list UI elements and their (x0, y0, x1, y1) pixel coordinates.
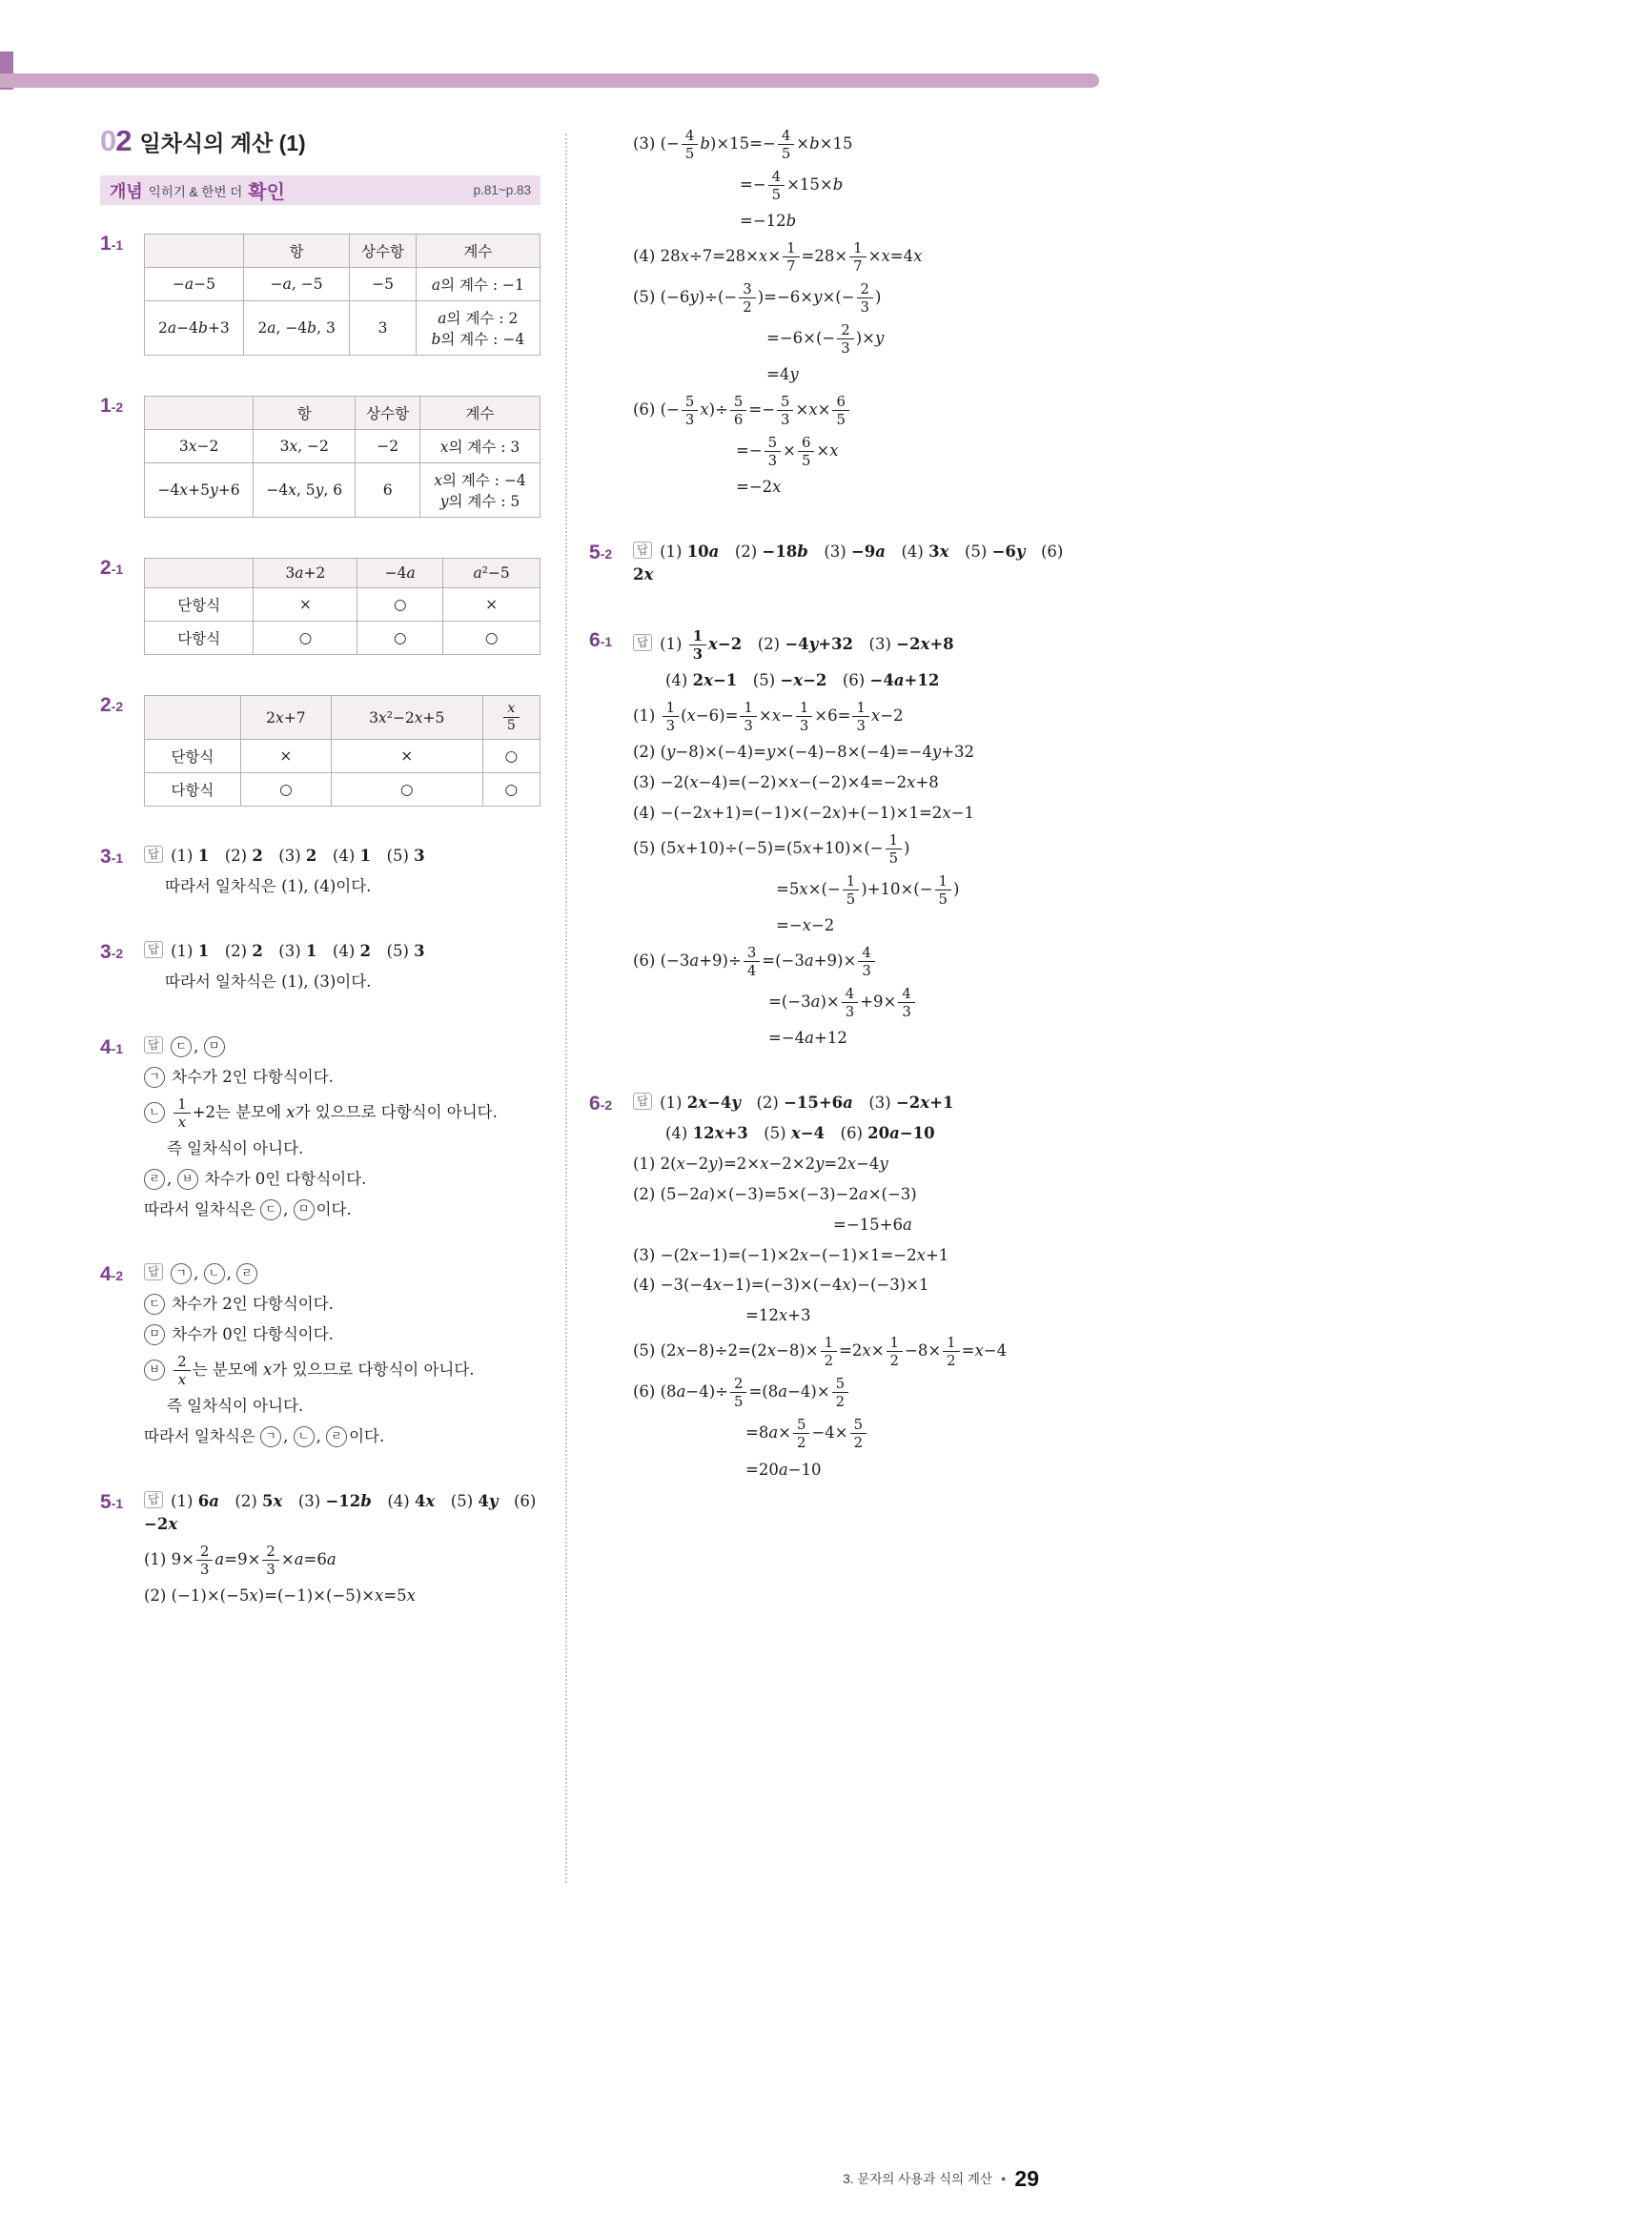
table-cell: 3 (350, 301, 416, 356)
table-cell: 2a−4b+3 (145, 301, 244, 356)
problem-body (144, 556, 540, 659)
solution-line: (5) (−6y)÷(− $\frac{3}{2}$ )=−6×y×(− $\frac{2}{3}$ ) (633, 280, 882, 317)
solution-line: ㄷ 차수가 2인 다항식이다. (144, 1293, 540, 1316)
solution-line: (4) 12x+3 (5) x−4 (6) 20a−10 (665, 1123, 935, 1142)
table-cell: × (443, 588, 540, 622)
table-header-row (145, 696, 540, 740)
table-row (145, 773, 540, 807)
table-cell: −a, −5 (243, 268, 350, 301)
solution-line: =−x−2 (776, 915, 835, 934)
problem-body (633, 1092, 1084, 1488)
table-cell: a의 계수 : 2 b의 계수 : −4 (416, 301, 540, 356)
problem-body (144, 1490, 540, 1615)
answer-values: ㄷ , ㅁ (171, 1037, 227, 1055)
table-row (145, 268, 540, 301)
table-row (145, 740, 540, 773)
answer-badge: 답 (144, 1263, 163, 1280)
solution-line: =(−3a)× $\frac{4}{3}$ +9× $\frac{4}{3}$ (633, 986, 1084, 1019)
problem-block (589, 541, 1084, 594)
table-cell: −2 (356, 430, 420, 463)
solution-line: =12x+3 (745, 1306, 811, 1325)
answer-line (144, 1490, 540, 1536)
solution-line: 따라서 일차식은 ㄱ , ㄴ , ㄹ 이다. (144, 1427, 385, 1446)
problem-body (144, 845, 540, 906)
problem-number: 4-2 (100, 1263, 124, 1286)
solution-line: (6) (−3a+9)÷ $\frac{3}{4}$ =(−3a+9)× $\frac{4}{3}$ (633, 945, 1084, 978)
solution-line: (4) −3(−4x−1)=(−3)×(−4x)−(−3)×1 (633, 1276, 929, 1295)
answer-badge: 답 (144, 846, 163, 863)
problem-number: 5-1 (100, 1491, 124, 1514)
table-cell: ○ (331, 773, 482, 807)
solution-line: (4) 2x−1 (5) −x−2 (6) −4a+12 (665, 671, 940, 690)
table-cell: a의 계수 : −1 (416, 268, 540, 301)
solution-line: =−2x (736, 478, 782, 497)
problem-number: 2-2 (100, 694, 124, 716)
footer-bullet-icon: ● (1000, 2174, 1007, 2183)
problem-block (100, 1262, 540, 1456)
table-header-cell: 상수항 (356, 397, 420, 430)
problem-block (589, 1092, 1084, 1488)
table-cell: ○ (240, 773, 331, 807)
section-number-zero: 0 (100, 124, 116, 157)
table-cell: x의 계수 : −4 y의 계수 : 5 (419, 463, 540, 518)
table-cell: × (331, 740, 482, 773)
concept-page-range: p.81~p.83 (473, 183, 531, 197)
footer-chapter-title: 3. 문자의 사용과 식의 계산 (843, 2172, 992, 2186)
solution-line: =− $\frac{4}{5}$ ×15×b (740, 168, 844, 204)
table-cell: 6 (356, 463, 420, 518)
table-row (145, 430, 540, 463)
answer-table (144, 558, 540, 655)
problem-number: 4-1 (100, 1035, 124, 1058)
table-cell: × (254, 588, 357, 622)
solution-line: 즉 일차식이 아니다. (167, 1397, 304, 1416)
table-header-cell: 3x²−2x+5 (331, 696, 482, 740)
solution-line: (1) 2(x−2y)=2×x−2×2y=2x−4y (633, 1154, 888, 1173)
problem-number: 5-2 (589, 542, 613, 564)
problem-number: 2-1 (100, 557, 124, 579)
solution-line: ㄱ 차수가 2인 다항식이다. (144, 1066, 540, 1089)
problem-body (144, 940, 540, 1001)
answer-values: (1) 6a (2) 5x (3) −12b (4) 4x (5) 4y (6) −2x (144, 1492, 537, 1534)
table-cell: −5 (350, 268, 416, 301)
table-cell: x의 계수 : 3 (419, 430, 540, 463)
solution-line: (4) 28x÷7=28×x× $\frac{1}{7}$ =28× $\frac{1}{7}$ ×x=4x (633, 239, 923, 276)
solution-line: (6) (− $\frac{5}{3}$ x)÷ $\frac{5}{6}$ =− $\frac{5}{3}$ ×x× $\frac{6}{5}$ (633, 394, 1084, 427)
solution-line: ㄹ , ㅂ 차수가 0인 다항식이다. (144, 1168, 540, 1191)
section-title-text: 일차식의 계산 (1) (139, 131, 306, 155)
table-cell: 3x−2 (145, 430, 254, 463)
column-divider (565, 133, 567, 1883)
table-cell: ○ (254, 622, 357, 655)
concept-bar (100, 175, 540, 205)
right-problems-container (589, 128, 1084, 1488)
table-cell: 2a, −4b, 3 (243, 301, 350, 356)
table-row (145, 622, 540, 655)
answer-table (144, 234, 540, 356)
table-header-cell: $\frac{x}{5}$ (482, 696, 540, 740)
answer-line (633, 541, 1084, 586)
solution-line: (2) (5−2a)×(−3)=5×(−3)−2a×(−3) (633, 1184, 917, 1203)
table-row (145, 301, 540, 356)
concept-word-hwagin: 확인 (248, 182, 285, 203)
answer-line (144, 940, 540, 963)
table-header-cell: 계수 (419, 397, 540, 430)
table-header-row (145, 559, 540, 588)
footer-page-number: 29 (1014, 2166, 1039, 2191)
problem-body (633, 541, 1084, 594)
solution-line: 즉 일차식이 아니다. (167, 1138, 304, 1157)
solution-line: =5x×(− $\frac{1}{5}$ )+10×(− $\frac{1}{5}$ ) (776, 871, 960, 908)
answer-line (144, 845, 540, 868)
page-footer (589, 2166, 1039, 2192)
solution-line: ㅂ $\frac{2}{x}$ 는 분모에 x가 있으므로 다항식이 아니다. (144, 1354, 540, 1387)
problem-number: 3-1 (100, 846, 124, 869)
answer-line (144, 1262, 540, 1285)
solution-line: (5) (2x−8)÷2=(2x−8)× $\frac{1}{2}$ =2x× $\frac{1}{2}$ −8× $\frac{1}{2}$ =x−4 (633, 1334, 1008, 1370)
answer-values: ㄱ , ㄴ , ㄹ (171, 1264, 259, 1282)
solution-line: =−12b (740, 212, 797, 231)
solution-line: (1) 9× $\frac{2}{3}$ a=9× $\frac{2}{3}$ ×a=6a (144, 1543, 337, 1579)
table-header-cell: 상수항 (350, 235, 416, 268)
table-cell: ○ (443, 622, 540, 655)
table-cell: ○ (357, 622, 443, 655)
table-cell: −4x, 5y, 6 (254, 463, 356, 518)
table-header-row (145, 397, 540, 430)
solution-line: =−15+6a (833, 1215, 912, 1234)
solution-line: (1) $\frac{1}{3}$ (x−6)= $\frac{1}{3}$ ×x− $\frac{1}{3}$ ×6= $\frac{1}{3}$ x−2 (633, 699, 904, 735)
table-header-cell: 3a+2 (254, 559, 357, 588)
problem-number: 6-2 (589, 1092, 613, 1115)
answer-badge: 답 (144, 1036, 163, 1054)
answer-values: (1) 10a (2) −18b (3) −9a (4) 3x (5) −6y (6) 2x (633, 542, 1064, 584)
table-header-cell: 2x+7 (240, 696, 331, 740)
problem-block (100, 940, 540, 1001)
answer-badge: 답 (633, 634, 652, 651)
solution-line: 따라서 일차식은 (1), (4)이다. (165, 877, 372, 896)
table-cell: 3x, −2 (254, 430, 356, 463)
answer-table (144, 695, 540, 807)
answer-line (633, 1092, 1084, 1115)
answer-values: (1) 1 (2) 2 (3) 1 (4) 2 (5) 3 (171, 941, 425, 960)
problem-body (633, 628, 1084, 1057)
table-header-cell: 계수 (416, 235, 540, 268)
answer-values: (1) $\frac{1}{3}$ x−2 (2) −4y+32 (3) −2x+8 (660, 627, 954, 664)
table-header-cell: 항 (254, 397, 356, 430)
table-cell: −a−5 (145, 268, 244, 301)
problem-block (589, 628, 1084, 1057)
table-header-cell (145, 696, 241, 740)
solution-line: ㅁ 차수가 0인 다항식이다. (144, 1323, 540, 1346)
problem-body (144, 693, 540, 810)
problem-body (144, 1262, 540, 1456)
problem-block (100, 556, 540, 659)
solution-line: 따라서 일차식은 (1), (3)이다. (165, 972, 372, 991)
table-header-row (145, 235, 540, 268)
table-cell: 단항식 (145, 740, 241, 773)
problem-body (144, 1035, 540, 1229)
solution-line: =4y (766, 365, 799, 384)
table-cell: 다항식 (145, 622, 254, 655)
table-cell: ○ (482, 740, 540, 773)
concept-word-gaenyeom: 개념 (110, 181, 143, 201)
solution-line: 따라서 일차식은 ㄷ , ㅁ 이다. (144, 1199, 352, 1218)
answer-line (144, 1035, 540, 1058)
left-column (100, 124, 540, 1649)
table-row (145, 463, 540, 518)
solution-line: (2) (y−8)×(−4)=y×(−4)−8×(−4)=−4y+32 (633, 743, 975, 762)
solution-line: =− $\frac{5}{3}$ × $\frac{6}{5}$ ×x (736, 434, 839, 470)
problem-block (100, 232, 540, 359)
problem-number: 6-1 (589, 629, 613, 652)
solution-line: =−4a+12 (768, 1029, 847, 1048)
table-header-cell (145, 235, 244, 268)
problem-body (144, 232, 540, 359)
problem-block (100, 1490, 540, 1615)
concept-word-middle: 익히기 & 한번 더 (148, 184, 243, 199)
right-column (589, 128, 1084, 1523)
problem-block (100, 1035, 540, 1229)
section-number: 2 (115, 124, 132, 157)
solution-line: (5) (5x+10)÷(−5)=(5x+10)×(− $\frac{1}{5}$ ) (633, 830, 910, 867)
answer-badge: 답 (633, 1093, 652, 1110)
solution-line: (3) (− $\frac{4}{5}$ b)×15=− $\frac{4}{5}$ ×b×15 (633, 127, 853, 163)
table-header-cell: 항 (243, 235, 350, 268)
solution-line: =8a× $\frac{5}{2}$ −4× $\frac{5}{2}$ (633, 1417, 1084, 1450)
section-title (100, 124, 540, 158)
table-cell: 단항식 (145, 588, 254, 622)
answer-line (633, 628, 1084, 662)
solution-line: (3) −(2x−1)=(−1)×2x−(−1)×1=−2x+1 (633, 1245, 949, 1264)
answer-badge: 답 (144, 1491, 163, 1508)
problem-body (633, 128, 1084, 506)
answer-values: (1) 1 (2) 2 (3) 2 (4) 1 (5) 3 (171, 847, 425, 866)
problem-block (589, 128, 1084, 506)
solution-line: (4) −(−2x+1)=(−1)×(−2x)+(−1)×1=2x−1 (633, 803, 974, 822)
solution-line: (3) −2(x−4)=(−2)×x−(−2)×4=−2x+8 (633, 773, 939, 792)
solution-line: (2) (−1)×(−5x)=(−1)×(−5)×x=5x (144, 1586, 416, 1606)
problem-block (100, 845, 540, 906)
answer-values: (1) 2x−4y (2) −15+6a (3) −2x+1 (660, 1093, 954, 1112)
table-cell: −4x+5y+6 (145, 463, 254, 518)
solution-line: =−6×(− $\frac{2}{3}$ )×y (766, 321, 885, 358)
table-cell: ○ (482, 773, 540, 807)
answer-badge: 답 (633, 542, 652, 559)
solution-line: (6) (8a−4)÷ $\frac{2}{5}$ =(8a−4)× $\frac{5}{2}$ (633, 1376, 1084, 1409)
problem-number: 3-2 (100, 940, 124, 963)
solution-line: ㄴ $\frac{1}{x}$ +2는 분모에 x가 있으므로 다항식이 아니다. (144, 1096, 540, 1130)
table-header-cell (145, 559, 254, 588)
table-cell: × (240, 740, 331, 773)
answer-badge: 답 (144, 941, 163, 958)
table-header-cell: −4a (357, 559, 443, 588)
answer-table (144, 396, 540, 518)
solution-line: =20a−10 (745, 1460, 822, 1479)
problem-body (144, 394, 540, 522)
table-header-cell: a²−5 (443, 559, 540, 588)
problem-number: 1-1 (100, 233, 124, 255)
table-cell: 다항식 (145, 773, 241, 807)
top-decorative-bar (0, 73, 1099, 88)
table-header-cell (145, 397, 254, 430)
problem-block (100, 693, 540, 810)
table-row (145, 588, 540, 622)
left-problems-container (100, 232, 540, 1615)
table-cell: ○ (357, 588, 443, 622)
problem-number: 1-2 (100, 395, 124, 417)
problem-block (100, 394, 540, 522)
problem-number (589, 128, 633, 506)
